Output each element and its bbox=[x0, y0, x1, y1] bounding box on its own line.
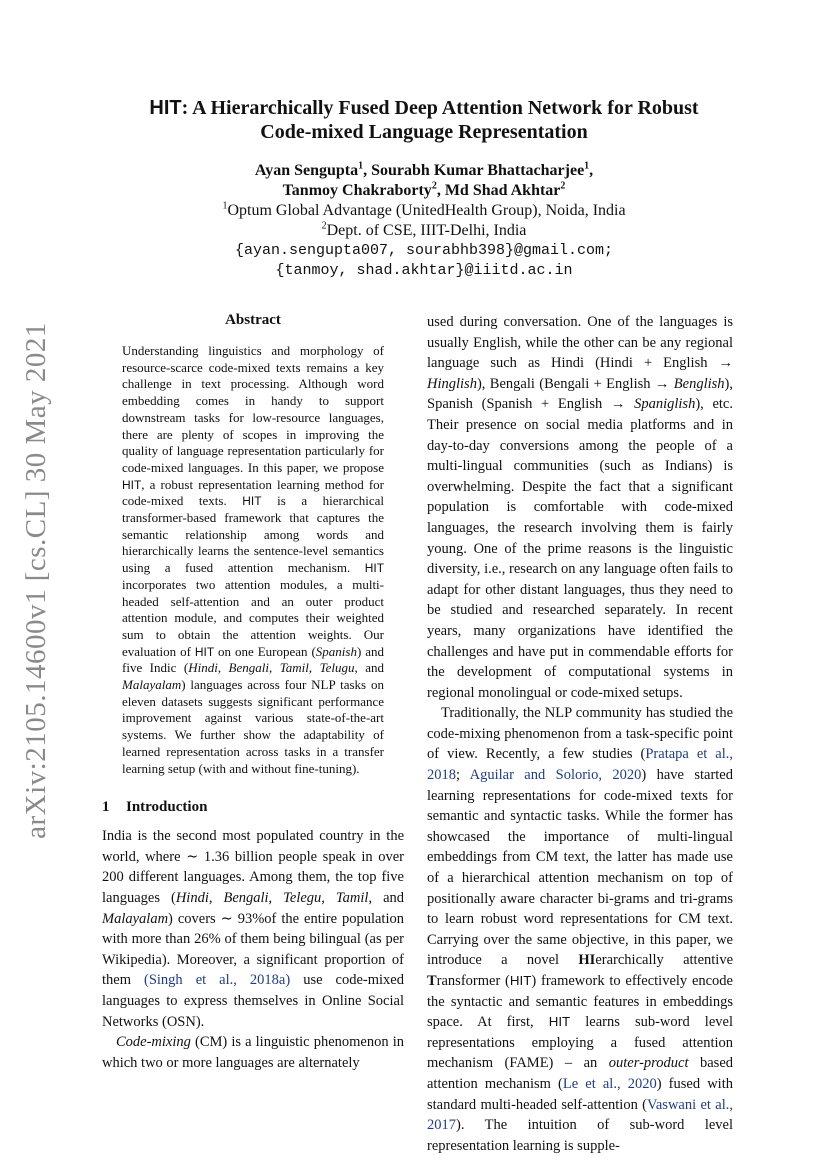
hit-acronym: HIT bbox=[364, 561, 384, 576]
arxiv-identifier: arXiv:2105.14600v1 [cs.CL] 30 May 2021 bbox=[19, 321, 52, 839]
intro-paragraph-2: Code-mixing (CM) is a linguistic phenomenon in which two or more languages are alternately bbox=[102, 1034, 404, 1071]
hit-acronym: HIT bbox=[509, 973, 532, 988]
right-column bbox=[427, 312, 733, 1156]
title-line2: Code-mixed Language Representation bbox=[260, 121, 588, 143]
hit-acronym: HIT bbox=[242, 494, 262, 509]
citation-link[interactable]: Aguilar and Solorio, 2020 bbox=[469, 767, 642, 784]
author-name: Tanmoy Chakraborty bbox=[282, 182, 432, 199]
affiliation-2-text: Dept. of CSE, IIIT-Delhi, India bbox=[326, 222, 527, 239]
hit-acronym: HIT bbox=[122, 477, 142, 492]
author-names-line2: Tanmoy Chakraborty$^2$, Md Shad Akhtar$^2$ bbox=[282, 180, 566, 199]
arxiv-sidebar-stamp bbox=[12, 240, 60, 920]
right-paragraph-2: Traditionally, the NLP community has studied the code-mixing phenomenon from a task-specific point of view. Recently, a few studies (Pratapa et al., 2018; Aguilar and Solorio, 2020) have started learning representations for code-mixed texts for semantic and syntactic tasks. While the former has showcased the importance of multi-lingual embeddings from CM text, the latter has made use of a hierarchical attention mechanism on top of positionally aware character bi-grams and tri-grams to learn robust word representations for CM text. Carrying over the same objective, in this paper, we introduce a novel HIerarchically attentive Transformer (HIT) framework to effectively encode the syntactic and semantic features in embeddings space. At first, HIT learns sub-word level representations employing a fused attention mechanism (FAME) – an outer-product based attention mechanism (Le et al., 2020) fused with standard multi-headed self-attention (Vaswani et al., 2017). The intuition of sub-word level representation learning is supple- bbox=[427, 705, 734, 1154]
author-name: Ayan Sengupta bbox=[254, 162, 359, 179]
paper-title bbox=[90, 96, 758, 144]
intro-paragraph-1: India is the second most populated country in the world, where ∼ 1.36 billion people speak in over 200 different languages. Among them, the top five languages (Hindi, Bengali, Telegu, Tamil, and Malayalam) covers ∼ 93%of the entire population with more than 26% of them being bilingual (as per Wikipedia). Moreover, a significant proportion of them (Singh et al., 2018a) use code-mixed languages to express themselves in Online Social Networks (OSN). bbox=[102, 828, 405, 1030]
citation-link[interactable]: Vaswani et al., 2017 bbox=[427, 1096, 734, 1134]
affiliation-1-text: Optum Global Advantage (UnitedHealth Group), Noida, India bbox=[227, 202, 626, 219]
affiliation-2: $^2$Dept. of CSE, IIIT-Delhi, India bbox=[321, 220, 527, 239]
citation-link[interactable]: Pratapa et al., 2018 bbox=[427, 746, 733, 784]
title-hit-acronym: HIT bbox=[149, 97, 182, 119]
author-name: Sourabh Kumar Bhattacharjee bbox=[371, 162, 585, 179]
section-heading-introduction: 1 Introduction bbox=[102, 799, 208, 816]
author-name: Md Shad Akhtar bbox=[444, 182, 561, 199]
email-line-1: {ayan.sengupta007, sourabhb398}@gmail.com; bbox=[234, 242, 614, 259]
author-block bbox=[90, 161, 758, 281]
abstract-text: Understanding linguistics and morphology of resource-scarce code-mixed texts remains a key challenge in text processing. Although word embedding comes in handy to support downstream tasks for low-resource languages, there are plenty of scopes in improving the quality of language representation particularly for code-mixed languages. In this paper, we propose HIT, a robust representation learning method for code-mixed texts. HIT is a hierarchical transformer-based framework that captures the semantic relationship among words and hierarchically learns the sentence-level semantics using a fused attention mechanism. HIT incorporates two attention modules, a multi-headed self-attention and an outer product attention module, and computes their weighted sum to obtain the attention weights. Our evaluation of HIT on one European (Spanish) and five Indic (Hindi, Bengali, Tamil, Telugu, and Malayalam) languages across four NLP tasks on eleven datasets suggests significant performance improvement against various state-of-the-art systems. We further show the adaptability of learned representation across tasks in a transfer learning setup (with and without fine-tuning). bbox=[122, 343, 384, 776]
affiliation-1: $^1$Optum Global Advantage (UnitedHealth Group), Noida, India bbox=[222, 200, 626, 219]
citation-link[interactable]: (Singh et al., 2018a) bbox=[144, 972, 291, 989]
hit-acronym: HIT bbox=[194, 644, 215, 659]
abstract-heading: Abstract bbox=[225, 312, 281, 328]
email-line-2: {tanmoy, shad.akhtar}@iiitd.ac.in bbox=[275, 262, 573, 279]
author-names-line1: Ayan Sengupta$^1$, Sourabh Kumar Bhattacharjee$^1$, bbox=[254, 160, 594, 179]
hit-acronym: HIT bbox=[548, 1014, 571, 1030]
citation-link[interactable]: Le et al., 2020 bbox=[562, 1075, 657, 1092]
title-line1: : A Hierarchically Fused Deep Attention Network for Robust bbox=[181, 97, 699, 119]
left-column bbox=[102, 312, 404, 1073]
right-paragraph-1: used during conversation. One of the languages is usually English, while the other can be any regional language such as Hindi (Hindi + English → Hinglish), Bengali (Bengali + English → Benglish), Spanish (Spanish + English → Spaniglish), etc. Their presence on social media platforms and in day-to-day conversions among the people of a multi-lingual communities (such as Indians) is overwhelming. Despite the fact that a significant population is comfortable with code-mixed languages, the research involving them is fairly young. One of the prime reasons is the linguistic diversity, i.e., research on any language often fails to adapt for other distant languages, thus they need to be studied and researched separately. In recent years, many organizations have identified the challenges and have put in commendable efforts for the development of computational systems in regional monolingual or code-mixed setups. bbox=[427, 314, 733, 701]
